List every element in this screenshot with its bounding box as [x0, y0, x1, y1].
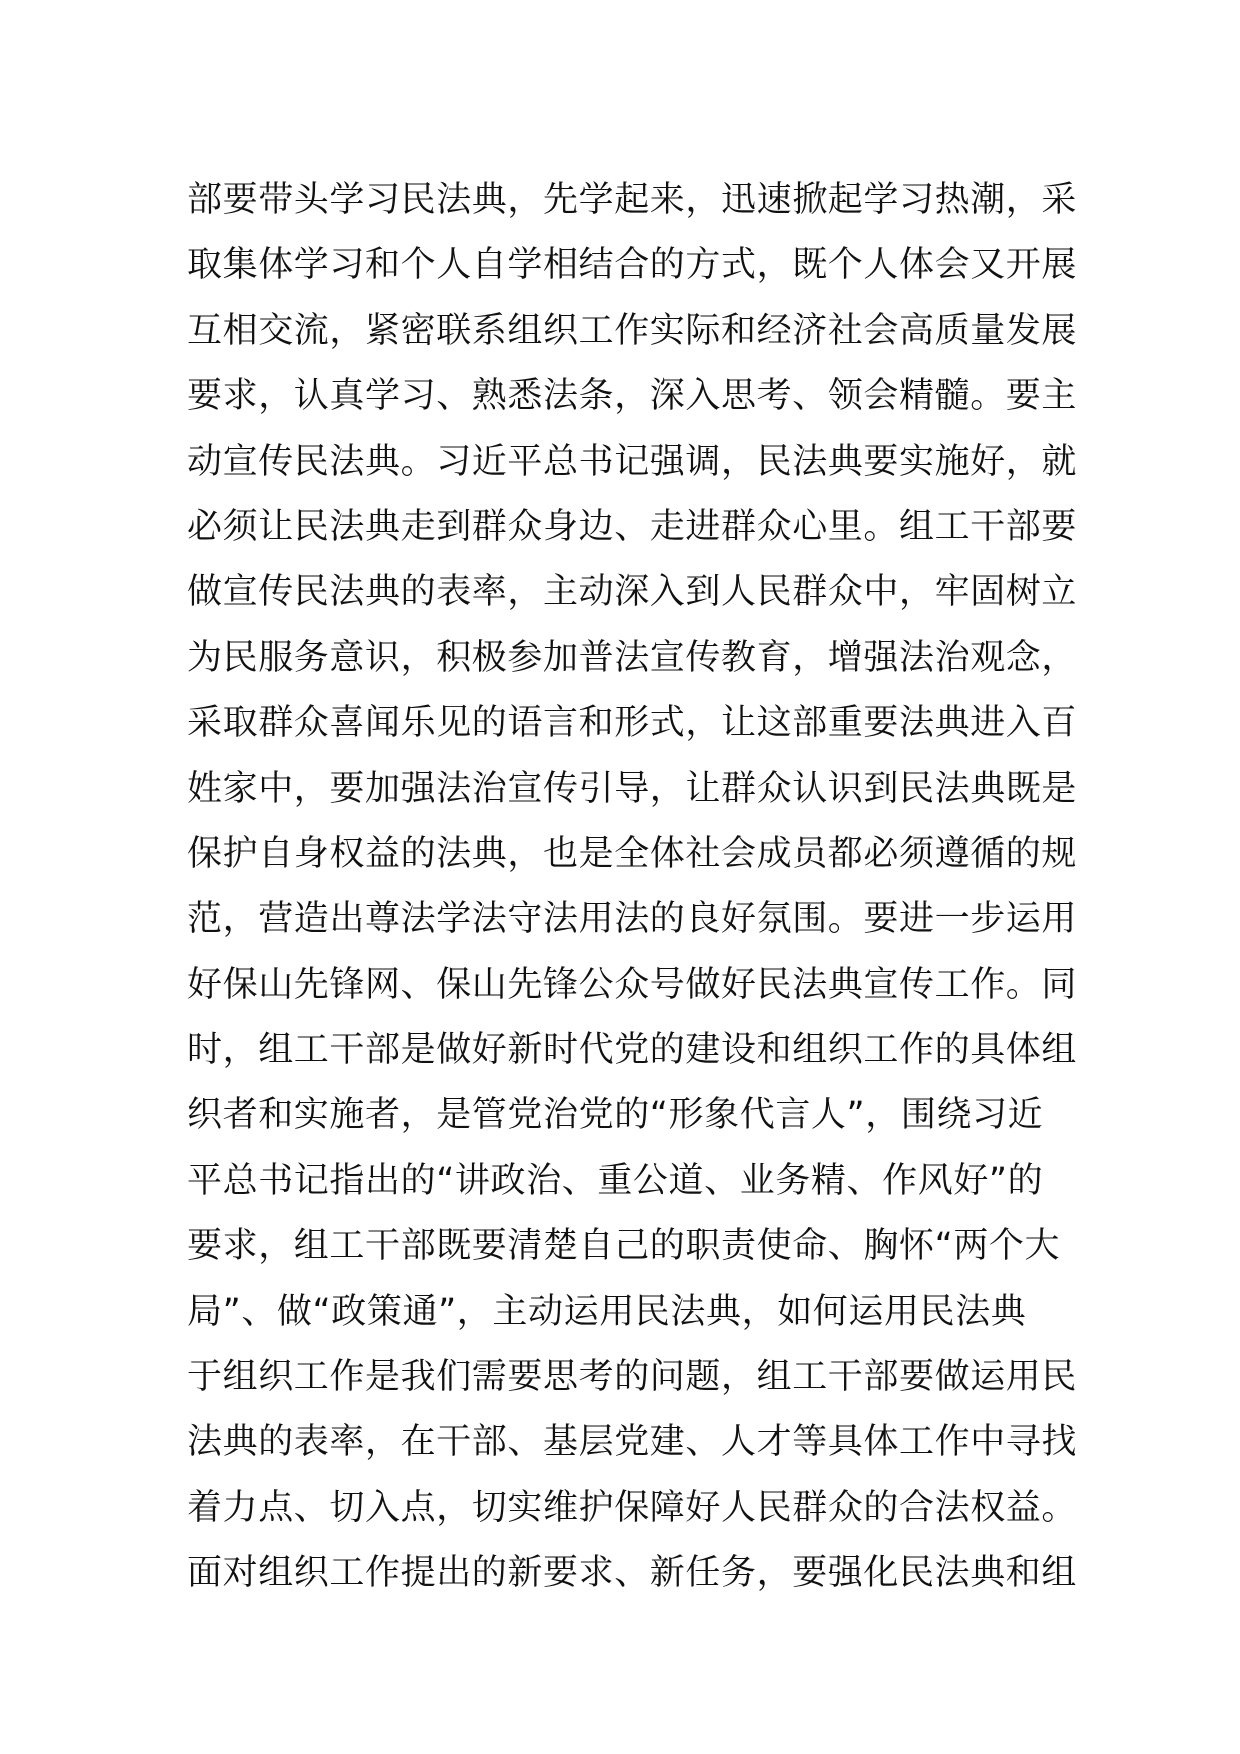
- body-paragraph: [187, 168, 1078, 1607]
- text-line-6: 必须让民法典走到群众身边、走进群众心里。组工干部要: [187, 506, 1078, 547]
- text-line-17: 要求，组工干部既要清楚自己的职责使命、胸怀“两个大: [187, 1226, 1061, 1267]
- text-line-3: 互相交流，紧密联系组织工作实际和经济社会高质量发展: [187, 310, 1078, 351]
- text-line-20: 法典的表率，在干部、基层党建、人才等具体工作中寻找: [187, 1422, 1078, 1463]
- text-line-14: 时，组工干部是做好新时代党的建设和组织工作的具体组: [187, 1030, 1078, 1071]
- text-line-13: 好保山先锋网、保山先锋公众号做好民法典宣传工作。同: [187, 964, 1078, 1005]
- text-line-9: 采取群众喜闻乐见的语言和形式，让这部重要法典进入百: [187, 703, 1078, 744]
- text-line-8: 为民服务意识，积极参加普法宣传教育，增强法治观念，: [187, 637, 1078, 678]
- text-line-21: 着力点、切入点，切实维护保障好人民群众的合法权益。: [187, 1487, 1078, 1528]
- text-line-16: 平总书记指出的“讲政治、重公道、业务精、作风好”的: [187, 1160, 1044, 1201]
- text-line-15: 织者和实施者，是管党治党的“形象代言人”，围绕习近: [187, 1095, 1044, 1136]
- text-line-11: 保护自身权益的法典，也是全体社会成员都必须遵循的规: [187, 833, 1078, 874]
- text-line-5: 动宣传民法典。习近平总书记强调，民法典要实施好，就: [187, 441, 1078, 482]
- text-line-18: 局”、做“政策通”，主动运用民法典，如何运用民法典: [187, 1291, 1027, 1332]
- text-line-12: 范，营造出尊法学法守法用法的良好氛围。要进一步运用: [187, 899, 1078, 940]
- text-line-19: 于组织工作是我们需要思考的问题，组工干部要做运用民: [187, 1357, 1078, 1398]
- text-line-1: 部要带头学习民法典，先学起来，迅速掀起学习热潮，采: [187, 180, 1078, 220]
- text-line-7: 做宣传民法典的表率，主动深入到人民群众中，牢固树立: [187, 572, 1078, 613]
- text-line-2: 取集体学习和个人自学相结合的方式，既个人体会又开展: [187, 245, 1078, 286]
- text-line-22: 面对组织工作提出的新要求、新任务，要强化民法典和组: [187, 1553, 1078, 1594]
- text-line-4: 要求，认真学习、熟悉法条，深入思考、领会精髓。要主: [187, 376, 1078, 417]
- text-line-10: 姓家中，要加强法治宣传引导，让群众认识到民法典既是: [187, 768, 1078, 809]
